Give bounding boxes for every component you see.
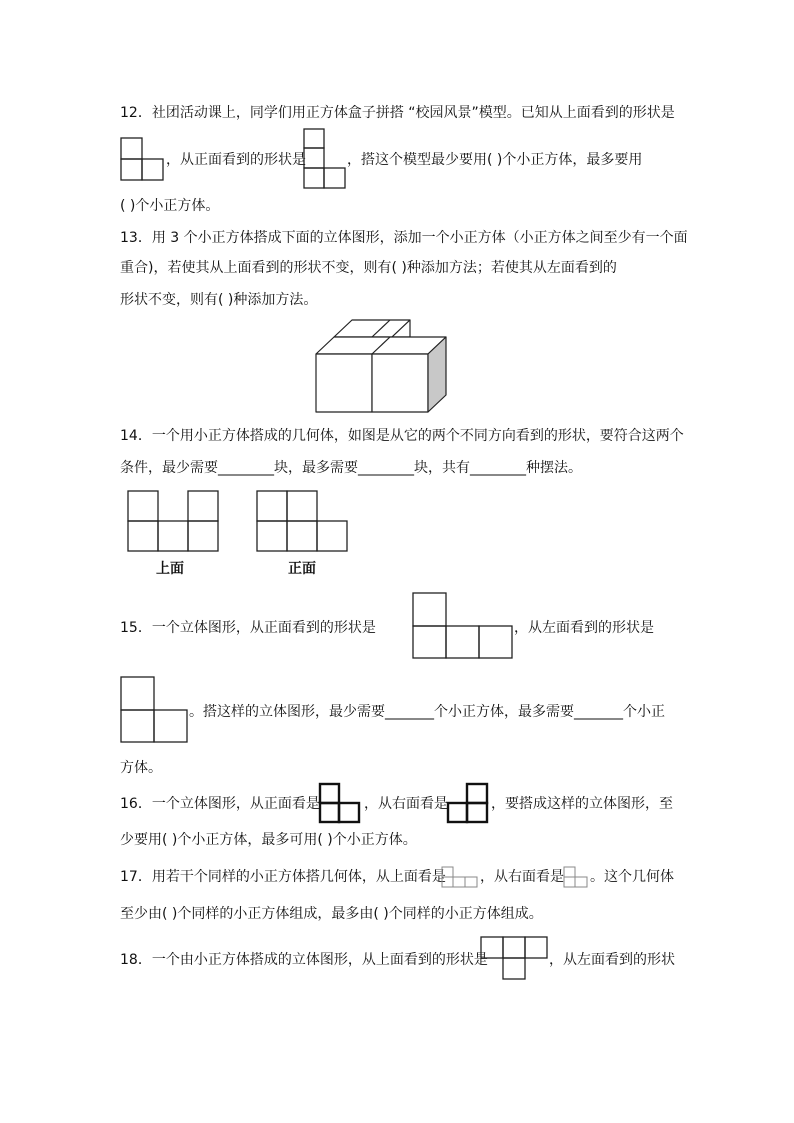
q15-line1b: ，从左面看到的形状是 <box>514 620 654 636</box>
q14-top-view-figure <box>127 490 221 554</box>
q16-line1c: ，要搭成这样的立体图形，至 <box>491 796 673 812</box>
q18-line1a: 18．一个由小正方体搭成的立体图形，从上面看到的形状是 <box>120 952 488 968</box>
q17-right-view-figure <box>563 866 589 888</box>
q14-line1: 14．一个用小正方体搭成的几何体，如图是从它的两个不同方向看到的形状，要符合这两个 <box>120 428 684 444</box>
q15-left-view-figure <box>120 676 190 744</box>
q15-line1: 15．一个立体图形，从正面看到的形状是 <box>120 620 376 636</box>
q17-line1c: 。这个几何体 <box>590 869 674 885</box>
q16-line1b: ，从右面看是 <box>364 796 448 812</box>
q15-line3: 方体。 <box>120 760 162 776</box>
q13-cubes-figure <box>314 317 450 415</box>
q14-label-front: 正面 <box>288 561 316 577</box>
q13-line2: 重合)，若使其从上面看到的形状不变，则有( )种添加方法；若使其从左面看到的 <box>120 260 617 276</box>
q14-front-view-figure <box>256 490 350 554</box>
q16-front-view-figure <box>318 782 362 824</box>
q17-line1b: ，从右面看是 <box>480 869 564 885</box>
q12-line2a: ，从正面看到的形状是 <box>166 152 306 168</box>
q12-line2b: ，搭这个模型最少要用( )个小正方体，最多要用 <box>347 152 643 168</box>
q17-line2: 至少由( )个同样的小正方体组成，最多由( )个同样的小正方体组成。 <box>120 906 543 922</box>
q12-line1: 12．社团活动课上，同学们用正方体盒子拼搭 “校园风景”模型。已知从上面看到的形状是 <box>120 105 675 121</box>
q18-line1b: ，从左面看到的形状 <box>549 952 675 968</box>
q12-top-view-figure <box>120 137 168 183</box>
q17-line1a: 17．用若干个同样的小正方体搭几何体，从上面看是 <box>120 869 446 885</box>
q18-top-view-figure <box>480 936 550 982</box>
q14-label-top: 上面 <box>156 561 184 577</box>
q17-top-view-figure <box>441 866 479 888</box>
q15-front-view-figure <box>412 592 514 660</box>
q16-right-view-figure <box>446 782 490 824</box>
q13-line3: 形状不变，则有( )种添加方法。 <box>120 292 318 308</box>
q16-line2: 少要用( )个小正方体，最多可用( )个小正方体。 <box>120 832 417 848</box>
q12-front-view-figure <box>303 128 349 190</box>
q14-line2: 条件，最少需要________块，最多需要________块，共有________种摆法。 <box>120 460 582 476</box>
q15-line2: 。搭这样的立体图形，最少需要_______个小正方体，最多需要_______个小正 <box>189 704 665 720</box>
q13-line1: 13．用 3 个小正方体搭成下面的立体图形，添加一个小正方体（小正方体之间至少有一个面 <box>120 230 688 246</box>
q16-line1a: 16．一个立体图形，从正面看是 <box>120 796 320 812</box>
q12-line3: ( )个小正方体。 <box>120 198 220 214</box>
